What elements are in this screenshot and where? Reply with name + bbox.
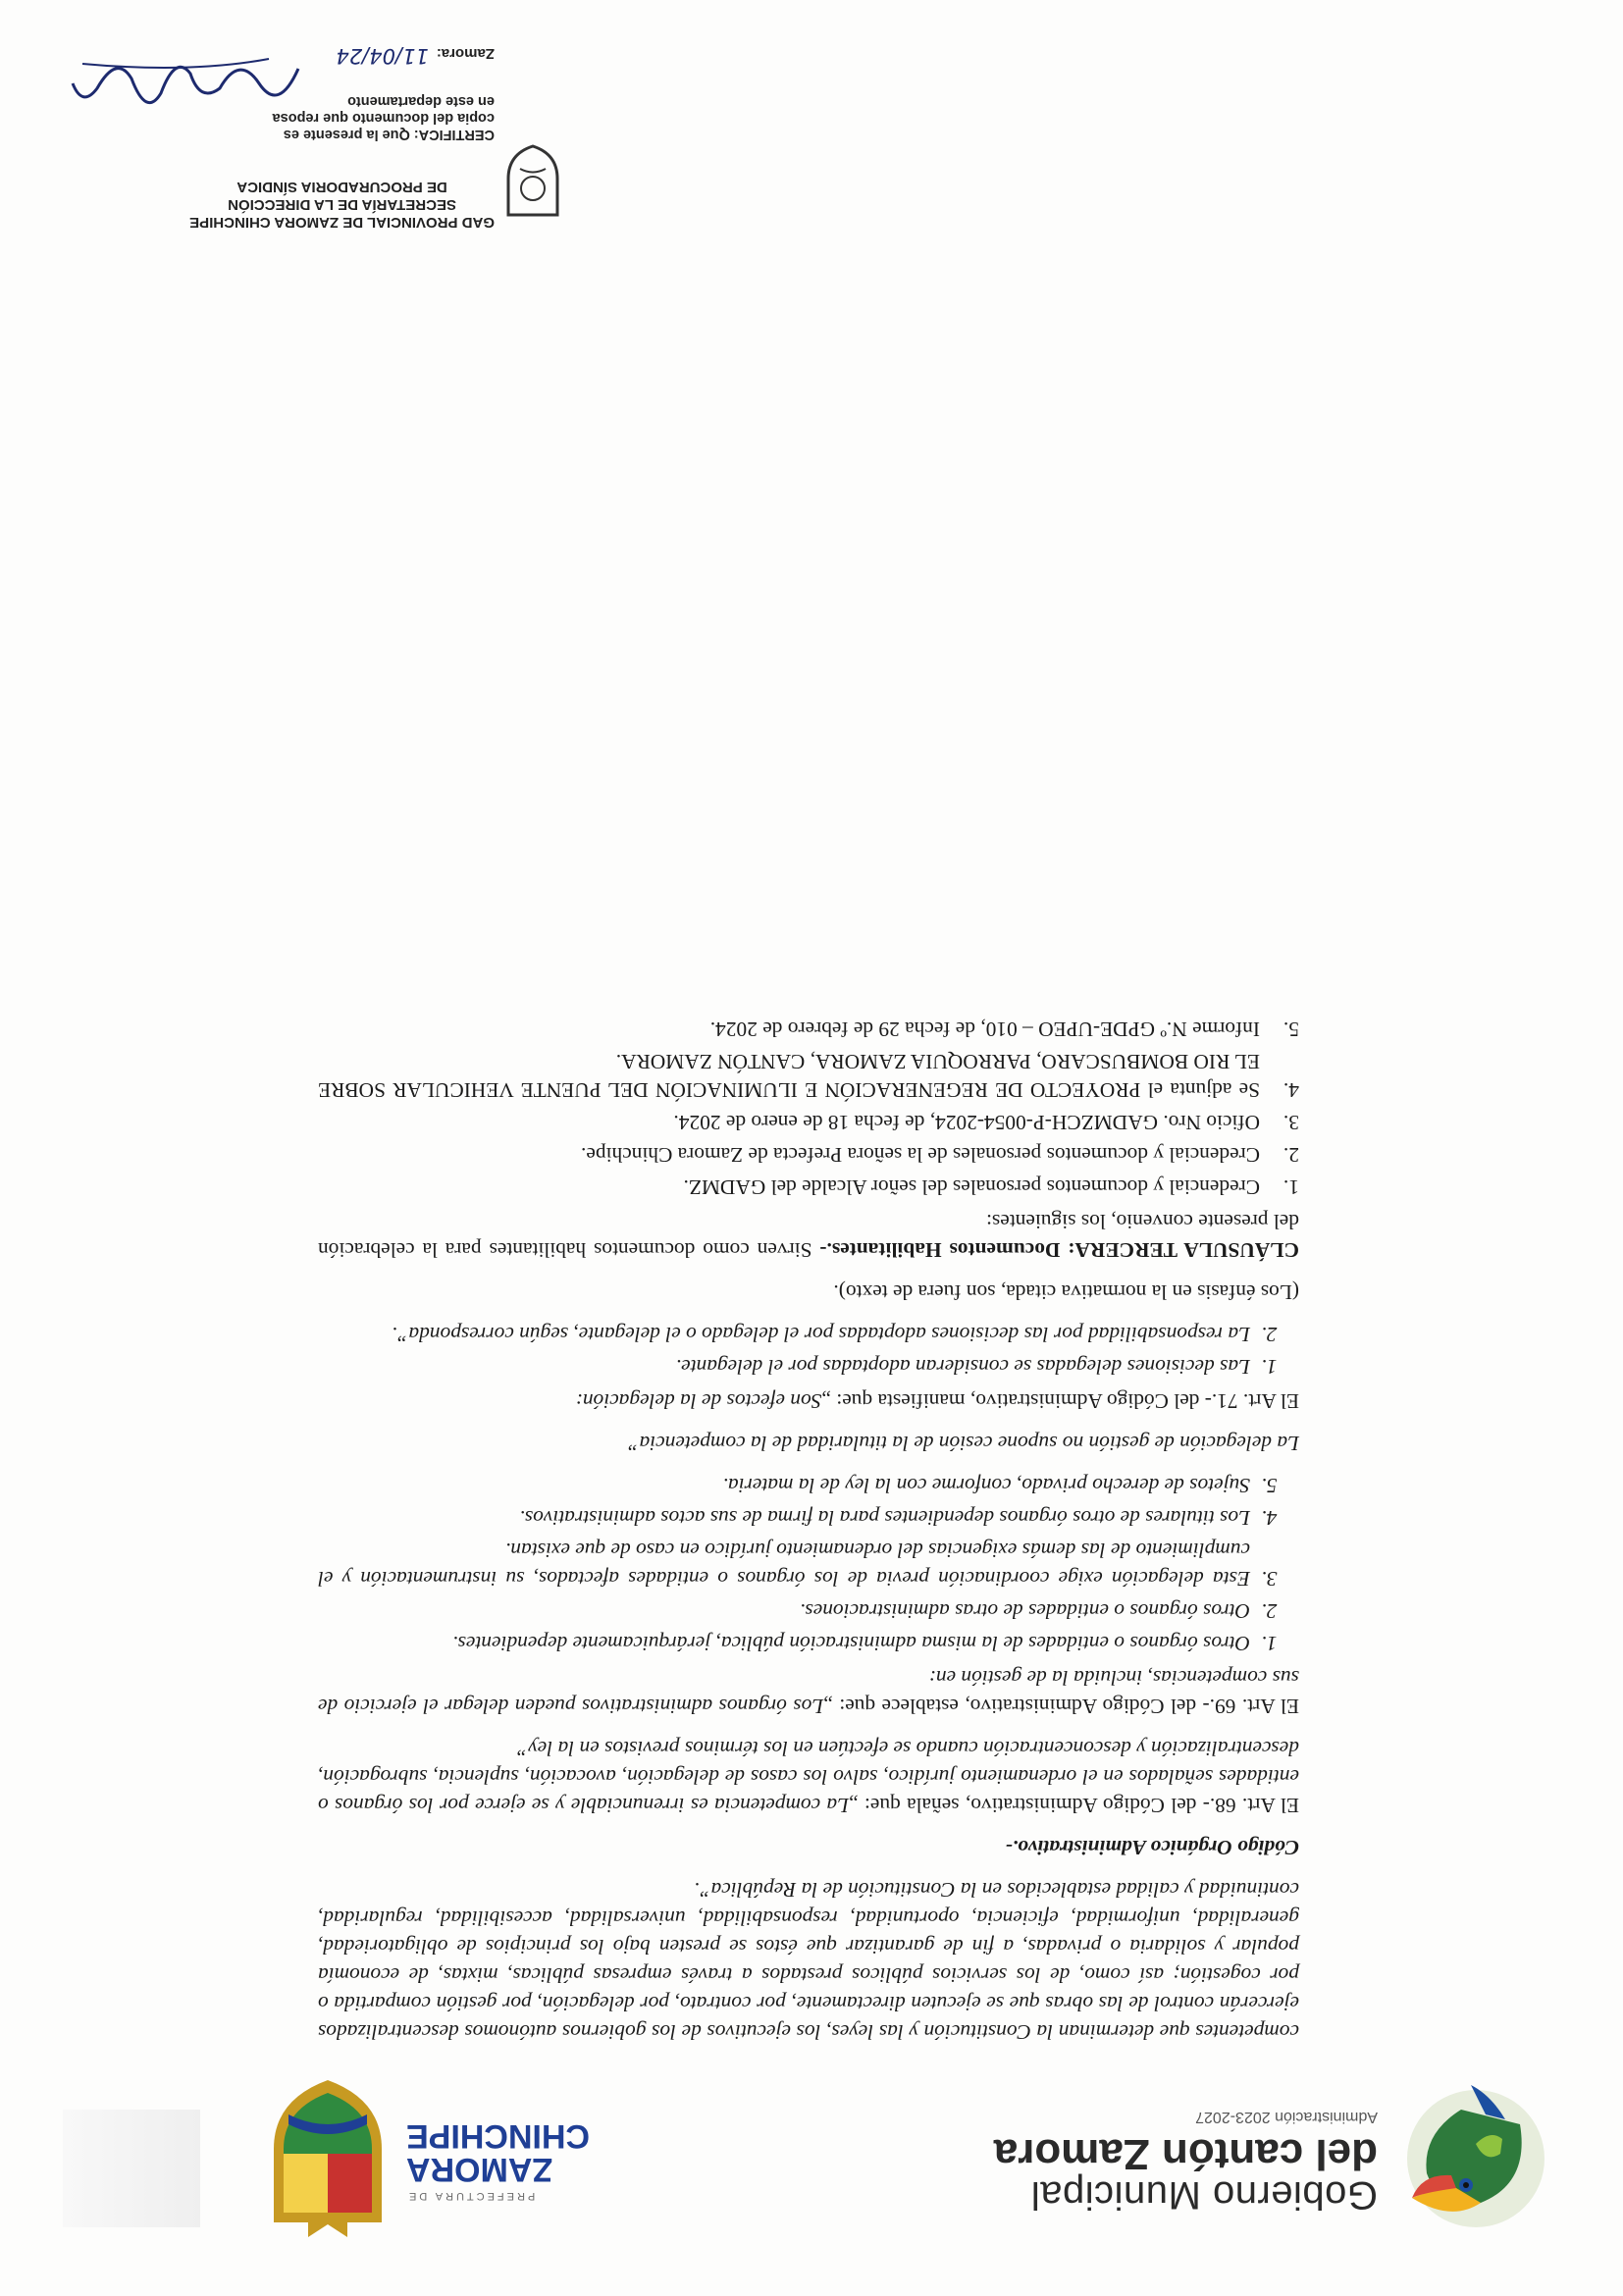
list-item: 1. Otros órganos o entidades de la misma administración pública, jerárquicamente dependientes.: [318, 1629, 1256, 1657]
municipal-name-line2: del cantón Zamora: [993, 2130, 1378, 2178]
list-item: 3. Esta delegación exige coordinación previa de los órganos o entidades afectados, su instrumentación y el cumplimiento de las demás exigencias del ordenamiento jurídico en caso de que existan.: [318, 1536, 1256, 1592]
list-item: 2. La responsabilidad por las decisiones adoptadas por el delegado o el delegante, según corresponda”.: [318, 1320, 1256, 1348]
art71-paragraph: El Art. 71.- del Código Administrativo, manifiesta que: „Son efectos de la delegación:: [575, 1389, 1299, 1413]
stamp-cert-line: CERTIFICA: Que la presente es: [283, 127, 495, 142]
prefectura-zamora: ZAMORA: [406, 2151, 553, 2188]
art68-paragraph: El Art. 68.- del Código Administrativo, señala que: „La competencia es irrenunciable y se ejerce por los órganos o entidades señalados en el ordenamiento jurídico, salvo los casos de delegación, avocación, suplencia, subrogación, descentralización y desconcentración cuando se efectúen en los términos previstos en la ley”: [317, 1737, 1299, 1817]
art69-paragraph: El Art. 69.- del Código Administrativo, establece que: „Los órganos administrativos pueden delegar el ejercicio de sus competencias, incluida la de gestión en:: [318, 1666, 1299, 1718]
art69-list: [318, 1471, 1299, 1657]
stamp-place-date: Zamora:11/04/24: [336, 44, 495, 68]
list-item: 4. Los titulares de otros órganos dependientes para la firma de sus actos administrativos.: [318, 1503, 1256, 1532]
list-item: 1. Las decisiones delegadas se consideran adoptadas por el delegante.: [318, 1352, 1256, 1381]
municipal-logo: [961, 2075, 1559, 2242]
prefectura-shield-icon: [259, 2075, 396, 2242]
stamp-line: SECRETARÍA DE LA DIRECCIÓN: [228, 196, 456, 213]
list-item: 5. Sujetos de derecho privado, conforme con la ley de la materia.: [318, 1471, 1256, 1499]
art71-list: [318, 1320, 1299, 1381]
stamp-line: DE PROCURADORIA SÍNDICA: [236, 179, 447, 195]
section-heading-coa: Código Orgánico Administrativo.-: [1005, 1836, 1299, 1859]
list-item: 1. Credencial y documentos personales del señor Alcalde del GADMZ.: [683, 1175, 1299, 1199]
delegation-note: La delegación de gestión no supone cesión de la titularidad de la competencia”: [627, 1432, 1299, 1455]
stamp-cert-line: en este departamento: [347, 93, 495, 109]
list-item: 5. Informe N.º GPDE-UPEO – 010, de fecha 29 de febrero de 2024.: [709, 1018, 1299, 1041]
letterhead: [0, 2051, 1623, 2296]
emphasis-note: (Los énfasis en la normativa citada, son fuera de texto).: [833, 1280, 1299, 1304]
gad-emblem-icon: [502, 144, 563, 223]
handwritten-date: 11/04/24: [336, 44, 429, 68]
toucan-logo-icon: [1392, 2075, 1559, 2242]
prefectura-chinchipe: CHINCHIPE: [406, 2117, 591, 2155]
municipal-admin-period: Administración 2023-2027: [1195, 2109, 1378, 2125]
list-item: 4. Se adjunta el PROYECTO DE REGENERACIÓN E ILUMINACIÓN DEL PUENTE VEHICULAR SOBRE EL RIO BOMBUSCARO, PARROQUIA ZAMORA, CANTÓN ZAMORA.: [318, 1050, 1299, 1102]
constitution-quote: competentes que determinan la Constitución y las leyes, los ejecutivos de los gobiernos autónomos descentralizados ejercerán control de las obras que se ejecuten directamente, por contrato, por delegación, por gestión compartida o por cogestión; así como, de los servicios públicos prestados a través empresas públicas, mixtas, de economía popular y solidaria o privadas, a fin de garantizar que éstos se presten bajo los principios de obligatoriedad, generalidad, uniformidad, eficiencia, oportunidad, responsabilidad, universalidad, accesibilidad, regularidad, continuidad y calidad establecidos en la Constitución de la República”.: [318, 1878, 1299, 2044]
prefectura-label: PREFECTURA DE: [406, 2190, 536, 2202]
list-item: 2. Otros órganos o entidades de otras administraciones.: [318, 1596, 1256, 1625]
handwritten-signature-icon: [63, 44, 308, 123]
scan-margin-shade: [63, 2110, 200, 2227]
prefectura-logo: [259, 2075, 622, 2242]
clausula-tercera: CLÁUSULA TERCERA: Documentos Habilitantes.- Sirven como documentos habilitantes para la celebración del presente convenio, los siguientes:: [318, 1210, 1299, 1262]
list-item: 3. Oficio Nro. GADMZCH-P-0054-2024, de fecha 18 de enero de 2024.: [673, 1111, 1299, 1134]
document-body: [318, 1011, 1299, 2046]
stamp-cert-line: copia del documento que reposa: [272, 110, 495, 126]
stamp-line: GAD PROVINCIAL DE ZAMORA CHINCHIPE: [189, 214, 495, 231]
list-item: 2. Credencial y documentos personales de la señora Prefecta de Zamora Chinchipe.: [581, 1143, 1299, 1167]
certification-stamp: [53, 34, 563, 240]
municipal-name-line1: Gobierno Municipal: [1030, 2173, 1378, 2217]
